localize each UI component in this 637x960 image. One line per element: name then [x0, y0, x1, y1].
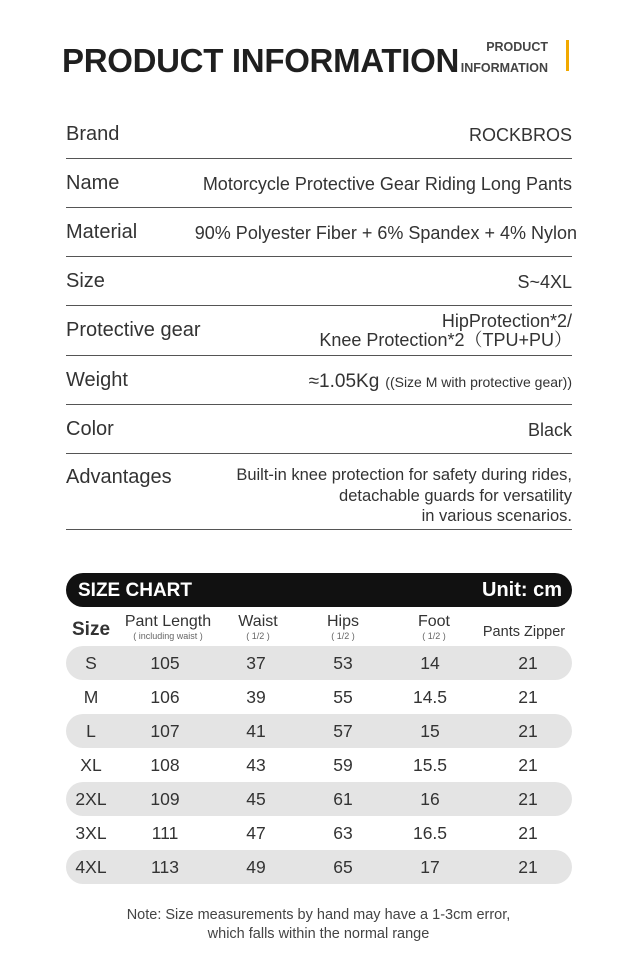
- info-row-protective-gear: [66, 306, 572, 356]
- info-label: Material: [66, 221, 138, 243]
- col-header-length: Pant Length ( including waist ): [124, 613, 212, 641]
- accent-bar: [566, 40, 569, 71]
- info-value: [319, 312, 572, 350]
- info-row-brand: [66, 110, 572, 159]
- info-label: Brand: [66, 123, 120, 145]
- waist-cell: 45: [246, 789, 266, 809]
- zipper-cell: 21: [518, 721, 538, 741]
- info-row-advantages: [66, 454, 572, 530]
- size-note: [0, 906, 637, 944]
- info-label: Protective gear: [66, 319, 201, 341]
- size-row: [66, 680, 572, 714]
- waist-cell: 49: [246, 857, 266, 877]
- hips-cell: 59: [333, 755, 353, 775]
- length-cell: 109: [150, 789, 180, 809]
- weight-value: ≈1.05Kg: [308, 371, 380, 392]
- info-value: [236, 465, 572, 527]
- length-cell: 106: [150, 687, 180, 707]
- zipper-cell: 21: [518, 857, 538, 877]
- length-cell: 108: [150, 755, 180, 775]
- waist-cell: 47: [246, 823, 266, 843]
- size-cell: 2XL: [75, 789, 107, 809]
- hips-cell: 65: [333, 857, 353, 877]
- info-value: ROCKBROS: [468, 125, 572, 145]
- length-cell: 111: [151, 823, 179, 843]
- size-row: [66, 782, 572, 816]
- size-cell: XL: [80, 755, 102, 775]
- zipper-cell: 21: [518, 755, 538, 775]
- info-label: Color: [66, 418, 114, 440]
- size-chart-header: [66, 573, 572, 607]
- size-cell: 3XL: [75, 823, 107, 843]
- size-cell: 4XL: [75, 857, 107, 877]
- info-row-name: [66, 159, 572, 208]
- col-header-size: Size: [72, 619, 111, 640]
- foot-cell: 17: [420, 857, 440, 877]
- size-row: [66, 748, 572, 782]
- col-header-hips: Hips ( 1/2 ): [326, 613, 359, 641]
- info-value-line2: Knee Protection*2（TPU+PU）: [319, 330, 572, 350]
- size-cell: M: [83, 687, 99, 707]
- zipper-cell: 21: [518, 687, 538, 707]
- hips-cell: 61: [333, 789, 353, 809]
- info-row-size: [66, 257, 572, 306]
- info-value: Motorcycle Protective Gear Riding Long Pants: [202, 174, 572, 194]
- header-subtitle-line2: INFORMATION: [460, 61, 548, 75]
- zipper-cell: 21: [518, 789, 538, 809]
- header: [0, 0, 637, 110]
- info-row-weight: [66, 356, 572, 405]
- length-cell: 113: [151, 857, 179, 877]
- size-row: [66, 850, 572, 884]
- foot-cell: 14.5: [412, 687, 448, 707]
- header-subtitle-line1: PRODUCT: [486, 40, 548, 54]
- col-header-zipper: Pants Zipper: [482, 624, 566, 640]
- waist-cell: 37: [246, 653, 266, 673]
- info-value: 90% Polyester Fiber + 6% Spandex + 4% Nylon: [194, 223, 577, 243]
- info-value: S~4XL: [517, 272, 572, 292]
- foot-cell: 15.5: [412, 755, 448, 775]
- size-cell: S: [85, 653, 97, 673]
- size-chart-title: SIZE CHART: [78, 580, 192, 601]
- length-cell: 105: [150, 653, 180, 673]
- foot-cell: 16: [420, 789, 440, 809]
- foot-cell: 16.5: [412, 823, 448, 843]
- size-row: [66, 714, 572, 748]
- size-note-line1: Note: Size measurements by hand may have a 1-3cm error,: [126, 907, 511, 923]
- info-row-material: [66, 208, 577, 257]
- waist-cell: 41: [246, 721, 266, 741]
- page-title: PRODUCT INFORMATION: [62, 42, 459, 79]
- info-value: [309, 371, 572, 393]
- info-value: Black: [527, 420, 572, 440]
- zipper-cell: 21: [518, 653, 538, 673]
- size-chart-table: [66, 646, 572, 884]
- size-cell: L: [86, 721, 96, 741]
- size-row: [66, 816, 572, 850]
- hips-cell: 53: [333, 653, 353, 673]
- col-header-waist: Waist ( 1/2 ): [238, 613, 278, 641]
- waist-cell: 39: [246, 687, 266, 707]
- hips-cell: 63: [333, 823, 353, 843]
- header-subtitle: [448, 37, 548, 79]
- info-label: Advantages: [66, 466, 172, 488]
- zipper-cell: 21: [518, 823, 538, 843]
- foot-cell: 15: [420, 721, 440, 741]
- weight-note: ((Size M with protective gear)): [385, 374, 572, 390]
- product-info-table: [66, 110, 577, 530]
- size-row: [66, 646, 572, 680]
- info-value-line1: HipProtection*2/: [441, 311, 572, 331]
- info-label: Name: [66, 172, 120, 194]
- info-label: Size: [66, 270, 105, 292]
- waist-cell: 43: [246, 755, 266, 775]
- advantages-line3: in various scenarios.: [421, 507, 572, 525]
- info-label: Weight: [66, 369, 128, 391]
- foot-cell: 14: [420, 653, 440, 673]
- hips-cell: 57: [333, 721, 353, 741]
- info-row-color: [66, 405, 572, 454]
- size-note-line2: which falls within the normal range: [207, 926, 430, 942]
- size-chart-unit: Unit: cm: [482, 579, 562, 601]
- col-header-foot: Foot ( 1/2 ): [417, 613, 450, 641]
- advantages-line1: Built-in knee protection for safety during rides,: [236, 466, 572, 484]
- length-cell: 107: [150, 721, 180, 741]
- advantages-line2: detachable guards for versatility: [339, 486, 572, 505]
- hips-cell: 55: [333, 687, 353, 707]
